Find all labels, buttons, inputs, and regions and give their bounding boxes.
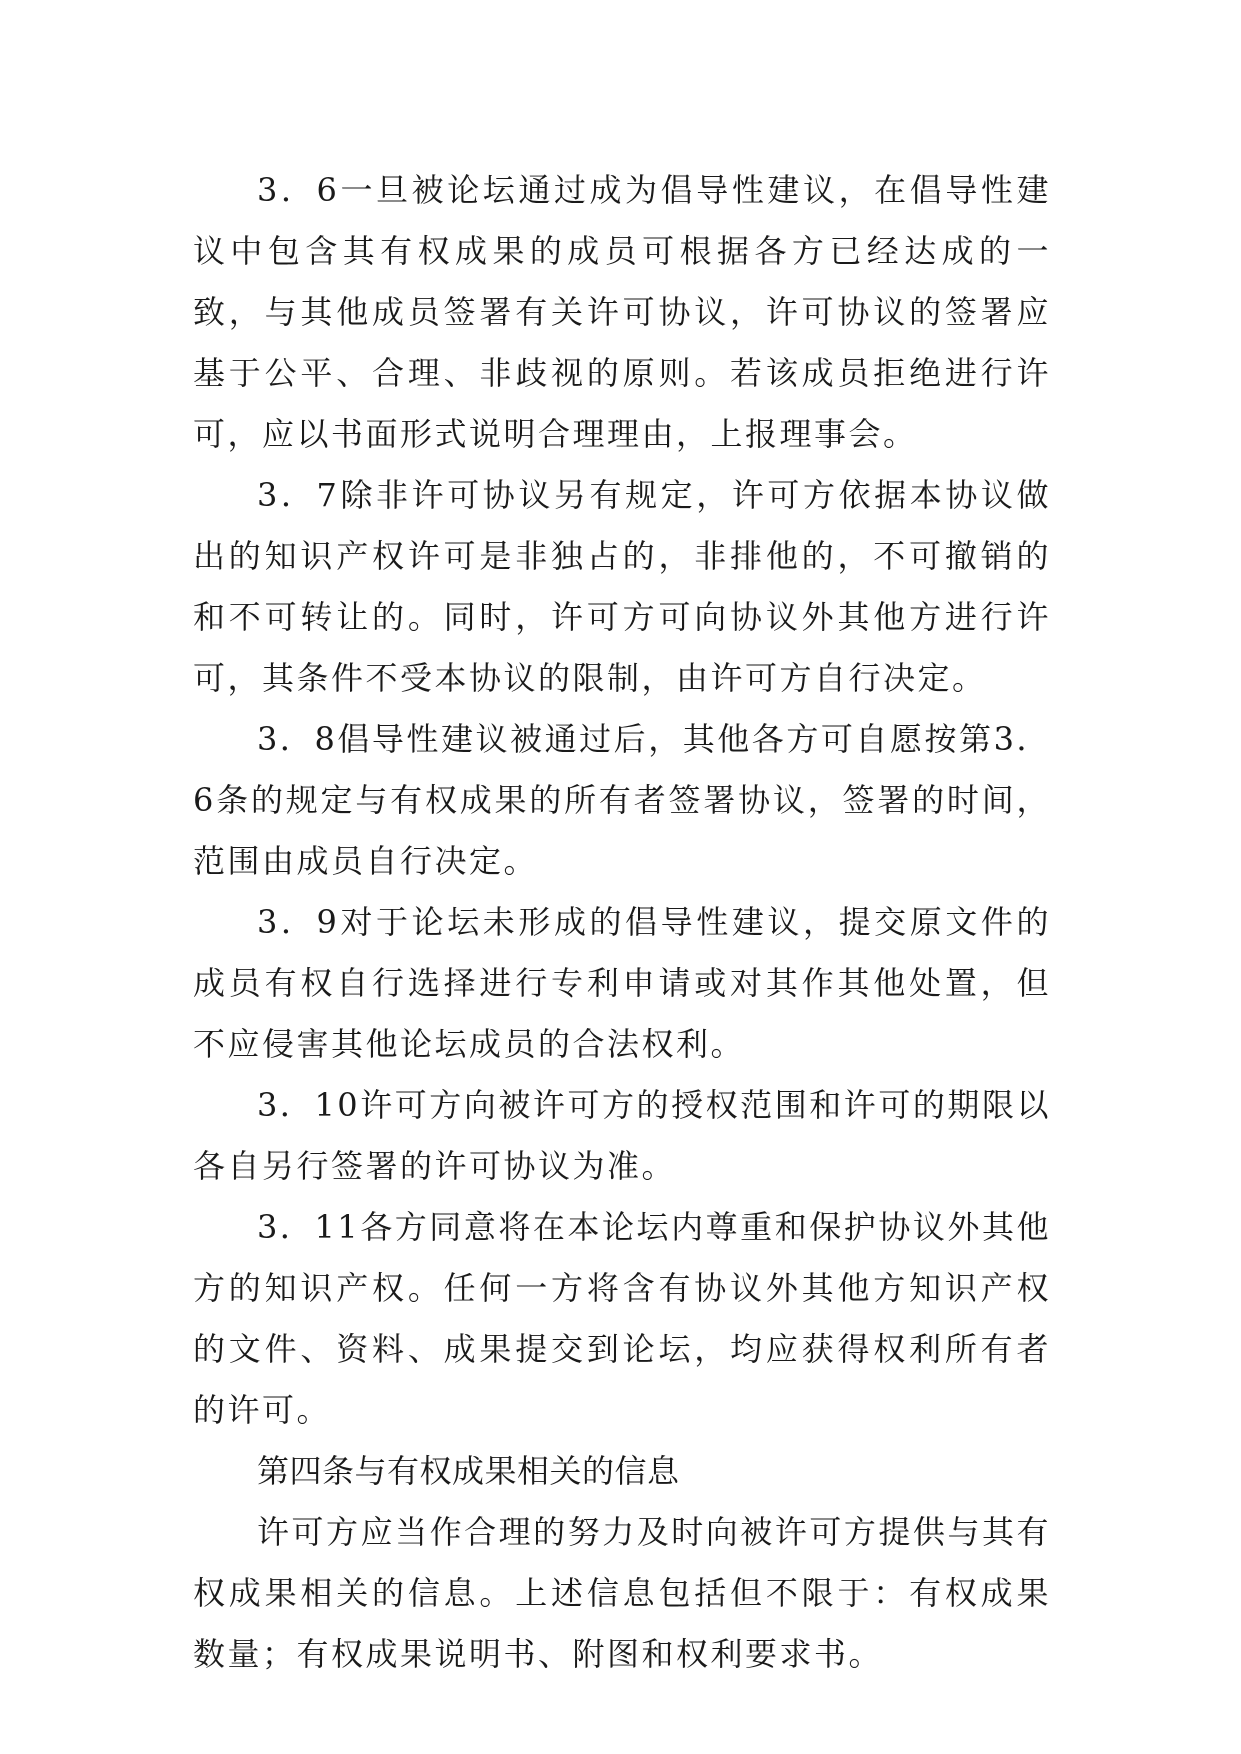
paragraph-3-10: 3．10许可方向被许可方的授权范围和许可的期限以各自另行签署的许可协议为准。 — [193, 1086, 1051, 1185]
paragraph-3-7: 3．7除非许可协议另有规定，许可方依据本协议做出的知识产权许可是非独占的，非排他的，不可撤销的和不可转让的。同时，许可方可向协议外其他方进行许可，其条件不受本协议的限制，由许可方自行决定。 — [193, 476, 1051, 697]
paragraph-3-9: 3．9对于论坛未形成的倡导性建议，提交原文件的成员有权自行选择进行专利申请或对其作其他处置，但不应侵害其他论坛成员的合法权利。 — [193, 903, 1051, 1063]
paragraph-3-6: 3．6一旦被论坛通过成为倡导性建议，在倡导性建议中包含其有权成果的成员可根据各方已经达成的一致，与其他成员签署有关许可协议，许可协议的签署应基于公平、合理、非歧视的原则。若该成员拒绝进行许可，应以书面形式说明合理理由，上报理事会。 — [193, 171, 1051, 453]
paragraph-3-8: 3．8倡导性建议被通过后，其他各方可自愿按第3．6条的规定与有权成果的所有者签署协议，签署的时间，范围由成员自行决定。 — [193, 720, 1051, 880]
paragraph-article-4: 许可方应当作合理的努力及时向被许可方提供与其有权成果相关的信息。上述信息包括但不限于：有权成果数量；有权成果说明书、附图和权利要求书。 — [193, 1513, 1051, 1673]
document-page — [193, 160, 1051, 1685]
paragraph-3-11: 3．11各方同意将在本论坛内尊重和保护协议外其他方的知识产权。任何一方将含有协议外其他方知识产权的文件、资料、成果提交到论坛，均应获得权利所有者的许可。 — [193, 1208, 1051, 1429]
section-heading: 第四条与有权成果相关的信息 — [257, 1452, 680, 1490]
